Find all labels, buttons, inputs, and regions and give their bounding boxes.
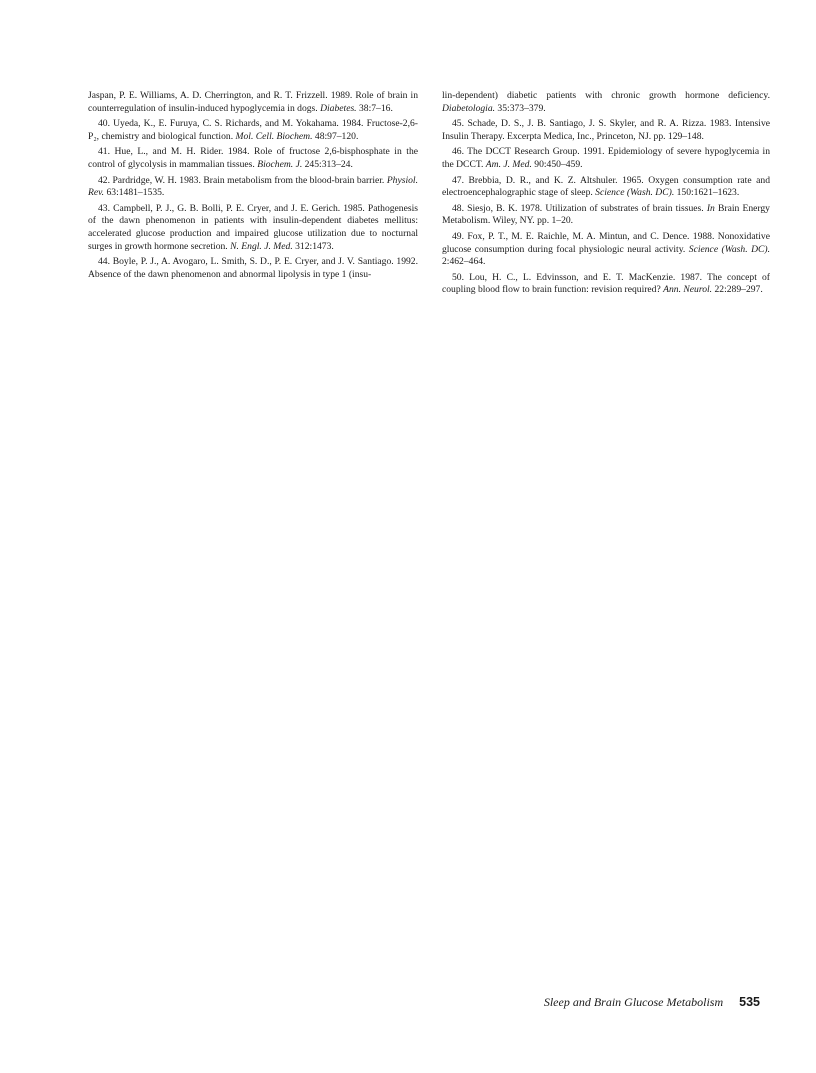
reference-column-left	[88, 90, 418, 284]
reference-column-right	[442, 90, 770, 300]
journal-name: Mol. Cell. Biochem.	[235, 130, 313, 142]
journal-name: In	[706, 202, 715, 214]
reference-item: 47. Brebbia, D. R., and K. Z. Altshuler. 1965. Oxygen consumption rate and electroencephalographic stage of sleep. Science (Wash. DC). 150:1621–1623.	[442, 174, 770, 199]
reference-item: 42. Pardridge, W. H. 1983. Brain metabolism from the blood-brain barrier. Physiol. Rev. 63:1481–1535.	[88, 174, 418, 199]
journal-name: Diabetologia.	[442, 102, 496, 114]
reference-item: 43. Campbell, P. J., G. B. Bolli, P. E. Cryer, and J. E. Gerich. 1985. Pathogenesis of the dawn phenomenon in patients with insulin-dependent diabetes mellitus: accelerated glucose production and impaired glucose utilization due to nocturnal surges in growth hormone secretion. N. Engl. J. Med. 312:1473.	[88, 202, 418, 252]
journal-name: Physiol. Rev.	[88, 174, 418, 199]
reference-item: 45. Schade, D. S., J. B. Santiago, J. S. Skyler, and R. A. Rizza. 1983. Intensive Insulin Therapy. Excerpta Medica, Inc., Princeton, NJ. pp. 129–148.	[442, 118, 770, 142]
journal-name: Am. J. Med.	[485, 158, 532, 170]
journal-name: Biochem. J.	[257, 158, 303, 170]
reference-item: 50. Lou, H. C., L. Edvinsson, and E. T. MacKenzie. 1987. The concept of coupling blood flow to brain function: revision required? Ann. Neurol. 22:289–297.	[442, 271, 770, 296]
reference-item: lin-dependent) diabetic patients with chronic growth hormone deficiency. Diabetologia. 35:373–379.	[442, 90, 770, 114]
journal-name: Diabetes.	[320, 102, 357, 114]
page-number: 535	[739, 995, 760, 1009]
reference-item: 49. Fox, P. T., M. E. Raichle, M. A. Mintun, and C. Dence. 1988. Nonoxidative glucose consumption during focal physiologic neural activity. Science (Wash. DC). 2:462–464.	[442, 230, 770, 268]
journal-name: Science (Wash. DC).	[595, 187, 675, 199]
page-footer	[544, 995, 760, 1010]
journal-name: Science (Wash. DC).	[688, 243, 770, 255]
reference-item: 44. Boyle, P. J., A. Avogaro, L. Smith, S. D., P. E. Cryer, and J. V. Santiago. 1992. Absence of the dawn phenomenon and abnormal lipolysis in type 1 (insu-	[88, 256, 418, 280]
running-title: Sleep and Brain Glucose Metabolism	[543, 995, 724, 1009]
reference-item: 48. Siesjo, B. K. 1978. Utilization of substrates of brain tissues. In Brain Energy Metabolism. Wiley, NY. pp. 1–20.	[442, 202, 770, 227]
journal-name: Ann. Neurol.	[663, 284, 713, 296]
journal-name: N. Engl. J. Med.	[230, 240, 293, 252]
reference-item: 41. Hue, L., and M. H. Rider. 1984. Role of fructose 2,6-bisphosphate in the control of glycolysis in mammalian tissues. Biochem. J. 245:313–24.	[88, 146, 418, 170]
reference-item: Jaspan, P. E. Williams, A. D. Cherrington, and R. T. Frizzell. 1989. Role of brain in counterregulation of insulin-induced hypoglycemia in dogs. Diabetes. 38:7–16.	[88, 90, 418, 114]
reference-item: 40. Uyeda, K., E. Furuya, C. S. Richards, and M. Yokahama. 1984. Fructose-2,6-P₂, chemistry and biological function. Mol. Cell. Biochem. 48:97–120.	[88, 118, 418, 142]
reference-item: 46. The DCCT Research Group. 1991. Epidemiology of severe hypoglycemia in the DCCT. Am. J. Med. 90:450–459.	[442, 146, 770, 170]
